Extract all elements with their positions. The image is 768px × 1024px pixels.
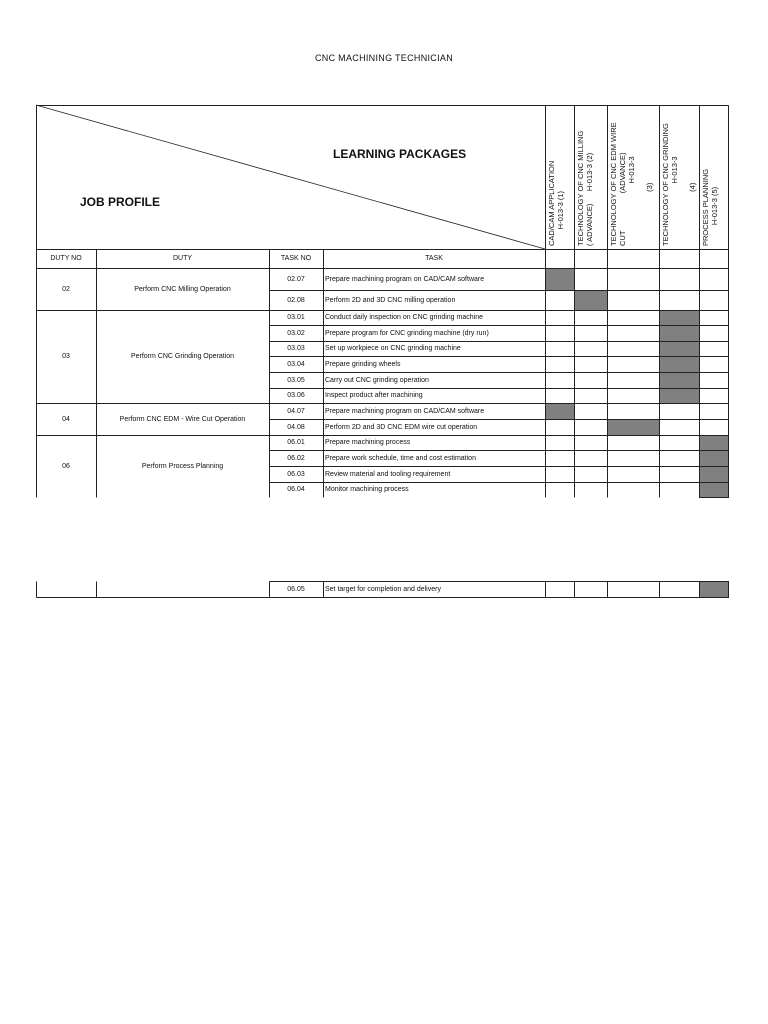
task-no: 04.08 [287, 423, 305, 431]
task-no: 06.04 [287, 486, 305, 493]
task-description: Set target for completion and delivery [325, 585, 441, 593]
task-description: Prepare work schedule, time and cost estimation [325, 454, 476, 462]
task-description: Prepare machining program on CAD/CAM software [325, 275, 485, 283]
task-no: 06.03 [287, 470, 305, 478]
package-mark [660, 311, 700, 326]
package-mark [660, 326, 700, 342]
learning-package-header: TECHNOLOGY OF CNC GRINDING H-013-3 (4) [661, 123, 697, 246]
duty-no: 03 [62, 353, 70, 360]
task-no-column-header: TASK NO [280, 255, 312, 262]
learning-package-header: TECHNOLOGY OF CNC EDM WIRE CUT (ADVANCE) H-013-3 (3) [609, 122, 654, 246]
package-mark [546, 269, 575, 291]
package-mark [660, 389, 700, 404]
package-mark [700, 582, 729, 598]
task-description: Inspect product after machining [325, 392, 423, 399]
package-mark [660, 342, 700, 357]
duty-name: Perform CNC Grinding Operation [130, 353, 235, 360]
package-mark [575, 291, 608, 311]
task-no: 04.07 [287, 407, 305, 415]
task-description: Prepare machining process [325, 439, 411, 446]
duty-name: Perform CNC Milling Operation [134, 285, 231, 293]
package-mark [700, 467, 729, 483]
task-no: 02.07 [287, 275, 305, 283]
task-description: Prepare grinding wheels [325, 360, 401, 368]
duty-no-column-header: DUTY NO [50, 255, 82, 262]
task-no: 06.02 [287, 454, 305, 462]
duty-name: Perform Process Planning [141, 462, 224, 470]
duty-column-header: DUTY [172, 255, 193, 262]
task-no: 02.08 [287, 296, 305, 304]
package-mark [660, 357, 700, 373]
task-column-header: TASK [425, 255, 443, 262]
header-diagonal [36, 105, 545, 249]
task-no: 03.01 [287, 314, 305, 321]
learning-package-header: CAD/CAM APPLICATION H-013-3 (1) [547, 160, 565, 246]
task-description: Prepare program for CNC grinding machine (dry run) [325, 329, 489, 337]
task-description: Conduct daily inspection on CNC grinding machine [325, 314, 483, 321]
task-description: Perform 2D and 3D CNC milling operation [325, 296, 456, 304]
task-description: Carry out CNC grinding operation [325, 376, 429, 384]
task-no: 03.03 [287, 345, 305, 352]
duty-no: 02 [62, 285, 70, 293]
duty-no: 06 [62, 462, 70, 470]
task-no: 03.04 [287, 360, 305, 368]
task-no: 06.01 [287, 439, 305, 446]
package-mark [660, 373, 700, 389]
package-mark [608, 420, 660, 436]
learning-packages-header: LEARNING PACKAGES [333, 147, 467, 161]
package-mark [700, 483, 729, 498]
learning-package-header: PROCESS PLANNING H-013-3 (5) [701, 168, 719, 246]
task-description: Set up workpiece on CNC grinding machine [325, 345, 461, 352]
task-no: 03.02 [287, 329, 305, 337]
task-description: Prepare machining program on CAD/CAM software [325, 407, 485, 415]
task-description: Review material and tooling requirement [325, 470, 451, 478]
package-mark [546, 404, 575, 420]
task-no: 03.05 [287, 376, 305, 384]
package-mark [700, 436, 729, 451]
task-no: 03.06 [287, 392, 305, 399]
task-description: Monitor machining process [325, 486, 409, 493]
duty-name: Perform CNC EDM - Wire Cut Operation [119, 415, 246, 423]
page-title: CNC MACHINING TECHNICIAN [314, 53, 454, 63]
task-description: Perform 2D and 3D CNC EDM wire cut operation [325, 423, 478, 431]
task-no: 06.05 [287, 585, 305, 593]
duty-no: 04 [62, 415, 70, 423]
learning-package-header: TECHNOLOGY OF CNC MILLING ( ADVANCE) H-013-3 (2) [576, 130, 594, 246]
job-profile-header: JOB PROFILE [80, 195, 161, 209]
package-mark [700, 451, 729, 467]
